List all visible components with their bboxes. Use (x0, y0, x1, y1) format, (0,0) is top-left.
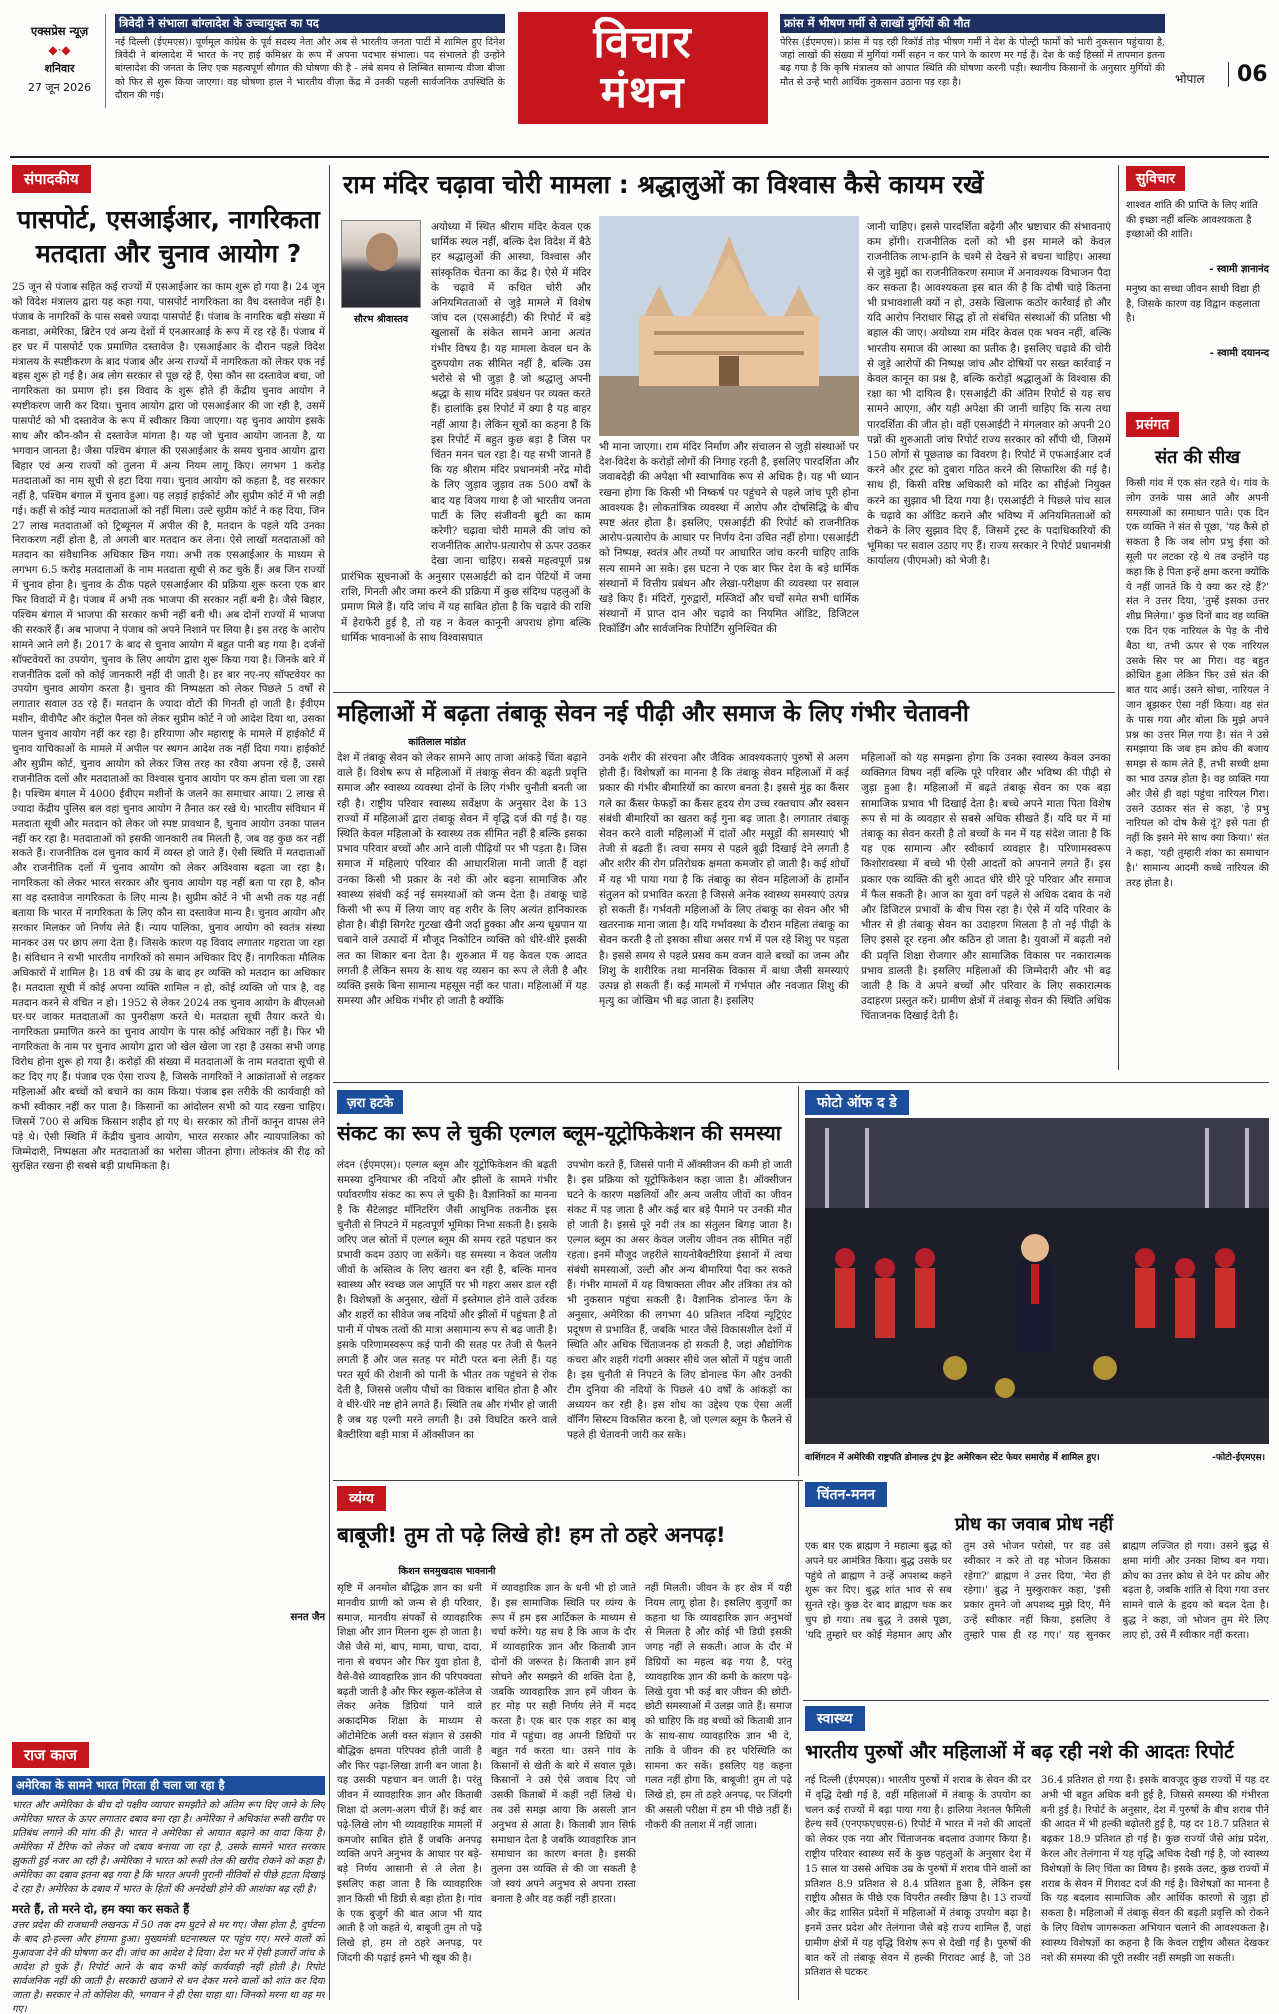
photo-caption: वाशिंगटन में अमेरिकी राष्ट्रपति डोनाल्ड ट्रंप ड्रेट अमेरिकन स्टेट फेयर समारोह में शामिल हुए। (805, 1453, 1100, 1463)
chintan-tag: चिंतन-मनन (805, 1482, 887, 1507)
suvichar-attribution1: - स्वामी ज्ञानानंद (1209, 264, 1269, 275)
tobacco-top-rule (333, 692, 1115, 693)
svasthya-headline: भारतीय पुरुषों और महिलाओं में बढ़ रही नशे की आदतः रिपोर्ट (805, 1741, 1234, 1763)
chintan-text: एक बार एक ब्राह्मण ने महात्मा बुद्ध को अपने घर आमंत्रित किया। बुद्ध उसके घर पहुंचे तो ब्राह्मण ने उन्हें अपशब्द कहने शुरू कर दिए। बुद्ध शांत भाव से सब सुनते रहे। कुछ देर बाद ब्राह्मण थक कर चुप हो गया। तब बुद्ध ने उससे पूछा, 'यदि तुम्हारे घर कोई मेहमान आए और तुम उसे भोजन परोसो, पर वह उसे स्वीकार न करे तो वह भोजन किसका रहेगा?' ब्राह्मण ने उत्तर दिया, 'मेरा ही रहेगा।' बुद्ध ने मुस्कुराकर कहा, 'इसी प्रकार तुमने जो अपशब्द मुझे दिए, मैंने उन्हें स्वीकार नहीं किया, इसलिए वे तुम्हारे पास ही रह गए।' यह सुनकर ब्राह्मण लज्जित हो गया। उसने बुद्ध से क्षमा मांगी और उनका शिष्य बन गया। क्रोध का उत्तर क्रोध से देने पर क्रोध और बढ़ता है, जबकि शांति से दिया गया उत्तर सामने वाले के हृदय को बदल देता है। बुद्ध ने कहा, जो भोजन तुम मेरे लिए लाए हो, उसे मैं स्वीकार नहीं करता। (805, 1541, 1269, 1641)
raj-kaaj-item2-title: मरते हैं, तो मरने दो, हम क्या कर सकते हैं (12, 1902, 190, 1916)
temple-illustration (599, 216, 859, 436)
chintan-title: प्रोध का जवाब प्रोध नहीं (955, 1514, 1114, 1535)
masthead (0, 0, 1279, 150)
algal-tag: ज़रा हटके (337, 1090, 403, 1114)
vyangya-author: किशन सनमुखदास भावनानी (398, 1566, 496, 1577)
tobacco-col2: उनके शरीर की संरचना और जैविक आवश्यकताएं पुरुषों से अलग होती हैं। विशेषज्ञों का मानना है कि तंबाकू सेवन महिलाओं में कई प्रकार की गंभीर बीमारियों का कारण बनता है। इससे मुंह का कैंसर गले का कैंसर फेफड़ों का कैंसर हृदय रोग उच्च रक्तचाप और स्वसन संबंधी बीमारियों का खतरा कई गुना बढ़ जाता है। लगातार तंबाकू सेवन करने वाली महिलाओं में दांतों और मसूड़ों की समस्याएं भी तेजी से बढ़ती हैं। त्वचा समय से पहले बूढ़ी दिखाई देने लगती है और शरीर की रोग प्रतिरोधक क्षमता कमजोर हो जाती है। कई शोधों में यह भी पाया गया है कि तंबाकू का सेवन महिलाओं के हार्मोन संतुलन को प्रभावित करता है जिससे अनेक स्वास्थ्य समस्याएं उत्पन्न हो सकती हैं। गर्भवती महिलाओं के लिए तंबाकू का सेवन और भी खतरनाक माना जाता है। यदि गर्भावस्था के दौरान महिला तंबाकू का सेवन करती है तो इसका सीधा असर गर्भ में पल रहे शिशु पर पड़ता है। इससे समय से पहले प्रसव कम वजन वाले बच्चों का जन्म और शिशु के शारीरिक तथा मानसिक विकास में बाधा जैसी समस्याएं उत्पन्न हो सकती हैं। कई मामलों में गर्भपात और नवजात शिशु की मृत्यु का जोखिम भी बढ़ जाता है। इसलिए (599, 752, 849, 1008)
paper-name: एक्सप्रेस न्यूज़ (30, 24, 89, 38)
editorial-headline: पासपोर्ट, एसआईआर, नागरिकता मतदाता और चुनाव आयोग ? (17, 205, 320, 268)
vyangya-col2: में व्यावहारिक ज्ञान के धनी भी हो जाते हैं। इस सामाजिक स्थिति पर व्यंग्य के रूप में हम इस आर्टिकल के माध्यम से चर्चा करेंगे। यह सच है कि आज के दौर में व्यावहारिक ज्ञान और किताबी ज्ञान दोनों की जरूरत है। किताबी ज्ञान हमें सोचने और समझने की शक्ति देता है, जबकि व्यावहारिक ज्ञान हमें जीवन के हर मोड़ पर सही निर्णय लेने में मदद करता है। एक बार एक शहर का बाबू गांव में पहुंचा। वह अपनी डिग्रियों पर बहुत गर्व करता था। उसने गांव के किसानों से खेती के बारे में सवाल पूछे। किसानों ने उसे ऐसे जवाब दिए जो उसकी किताबों में कहीं नहीं लिखे थे। तब उसे समझ आया कि असली ज्ञान अनुभव से आता है। किताबी ज्ञान सिर्फ समाधान देता है जबकि व्यावहारिक ज्ञान समाधान का कारण बनता है। इसकी तुलना उस व्यक्ति से की जा सकती है जो स्वयं अपने अनुभव से अपना रास्ता बनाता है और वह कहीं नहीं हारता। (491, 1583, 636, 1905)
editorial-author: सनत जैन (290, 1612, 325, 1623)
vyangya-top-rule (333, 1480, 803, 1481)
tobacco-article (337, 697, 1113, 1077)
suvichar-quote2: मनुष्य का सच्चा जीवन साथी विद्या ही है, जिसके कारण वह विद्वान कहलाता है। (1126, 284, 1261, 324)
event-photo (805, 1118, 1269, 1444)
raj-kaaj (12, 1742, 325, 2014)
algal-top-rule (333, 1082, 1269, 1083)
right-sidebar-rule (1118, 165, 1119, 1070)
left-column-rule (329, 165, 330, 2000)
vyangya-headline: बाबूजी! तुम तो पढ़े लिखे हो! हम तो ठहरे अनपढ़! (337, 1523, 726, 1547)
svasthya-col1: नई दिल्ली (ईएमएस)। भारतीय पुरुषों में शराब के सेवन की दर में वृद्धि देखी गई है, वहीं महिलाओं में तंबाकू के उपयोग का चलन कई राज्यों में बढ़ा पाया गया है। हालिया नेशनल फैमिली हेल्थ सर्वे (एनएफएचएस-6) रिपोर्ट में भारत में नशे की आदतों को लेकर एक नया और चिंताजनक बदलाव उजागर किया है। राष्ट्रीय परिवार स्वास्थ्य सर्वे के कुछ पहलुओं के अनुसार देश में 15 साल या उससे अधिक उम्र के पुरुषों में शराब पीने वालों का प्रतिशत 8.9 प्रतिशत से 8.4 प्रतिशत हुआ है, लेकिन इस राष्ट्रीय औसत के पीछे एक विपरीत तस्वीर छिपा है। 13 राज्यों और केंद्र शासित प्रदेशों में महिलाओं में तंबाकू उपयोग बढ़ा है। इनमें उत्तर प्रदेश और तेलंगाना जैसे बड़े राज्य शामिल हैं, जहां ग्रामीण क्षेत्रों में यह वृद्धि विशेष रूप से देखी गई है। पुरुषों की बात करें तो तंबाकू सेवन में हल्की गिरावट आई है, जो 38 प्रतिशत से घटकर (805, 1775, 1031, 1979)
svasthya-tag: स्वास्थ्य (805, 1706, 865, 1731)
algal-headline: संकट का रूप ले चुकी एल्गल ब्लूम-यूट्रोफिकेशन की समस्या (337, 1121, 782, 1145)
top-left-brief-text: नई दिल्ली (ईएमएस)। पूर्णमूल कांग्रेस के पूर्व सदस्य नेता और अब से भारतीय जनता पार्टी में शामिल हुए दिनेश त्रिवेदी ने बांग्लादेश में भारत के नए हाई कमिश्नर के रूप में अपना पदभार संभाला। पद संभालते ही उन्होंने बांग्लादेश की जनता के लिए एक महत्वपूर्ण सौगात की घोषणा की है - लंबे समय से लिम्बित सामान्य वीजा बीजा को फिर से शुरू किया जाएगा। वह घोषणा हाल ने भारतीय वीज़ा केंद्र में उनकी पहली सार्वजनिक उपस्थिति के दौरान की गई। (115, 37, 505, 101)
section-logo-line1: विचार (593, 17, 693, 68)
prasang (1126, 412, 1269, 1067)
prasang-text: किसी गांव में एक संत रहते थे। गांव के लोग उनके पास आते और अपनी समस्याओं का समाधान पाते। एक दिन एक व्यक्ति ने संत से पूछा, 'यह कैसे हो सकता है कि जब लोग प्रभु ईसा को सूली पर लटका रहे थे तब उन्होंने यह कहा कि हे पिता इन्हें क्षमा करना क्योंकि ये नहीं जानते कि ये क्या कर रहे हैं?' संत ने उत्तर दिया, 'तुम्हें इसका उत्तर शीघ्र मिलेगा।' कुछ दिनों बाद वह व्यक्ति एक दिन एक नारियल के पेड़ के नीचे बैठा था, तभी ऊपर से एक नारियल उसके सिर पर आ गिरा। वह बहुत क्रोधित हुआ लेकिन फिर उसे संत की बात याद आई। उसने सोचा, नारियल ने जान बूझकर ऐसा नहीं किया। वह संत के पास गया और बोला कि मुझे अपने प्रश्न का उत्तर मिल गया है। संत ने उसे समझाया कि जब हम क्रोध की बजाय समझ से काम लेते हैं, तभी सच्ची क्षमा का भाव उत्पन्न होता है। वह व्यक्ति गया और जैसे ही वहां पहुंचा नारियल गिरा। उसने उठाकर संत से कहा, 'हे प्रभु नारियल को दोष कैसे दूं? इसे पता ही नहीं कि इसने मेरे साथ क्या किया।' संत ने कहा, 'यही तुम्हारी शंका का समाधान है।' सामान्य आदमी कच्चे नारियल की तरह होता है। (1126, 478, 1269, 889)
issue-date: 27 जून 2026 (27, 81, 92, 94)
lead-col1-top: अयोध्या में स्थित श्रीराम मंदिर केवल एक धार्मिक स्थल नहीं, बल्कि देश विदेश में बैठे हर श्रद्धालुओं की आस्था, विश्वास और सांस्कृतिक चेतना का केंद्र है। ऐसे में मंदिर के चढ़ावे में कथित चोरी और अनियमितताओं से जुड़े मामले में विशेष जांच दल (एसआईटी) की रिपोर्ट में बड़े खुलासों के संकेत सामने आना अत्यंत गंभीर विषय है। यह मामला केवल धन के दुरुपयोग तक सीमित नहीं है, बल्कि उस भरोसे से भी जुड़ा है जो श्रद्धालु अपनी श्रद्धा के साथ मंदिर प्रबंधन पर व्यक्त करते हैं। हालांकि इस रिपोर्ट में क्या है यह बाहर नहीं आया है। लेकिन सूत्रों का कहना है कि इस रिपोर्ट में बहुत कुछ बड़ा है जिस पर चिंतन मनन चल रहा है। यह सभी जानते हैं कि यह श्रीराम मंदिर प्रधानमंत्री नरेंद्र मोदी के लिए जुड़ाव जुड़ाव तक 500 वर्षों के बाद यह विजय गाथा है जो भारतीय जनता पार्टी के लिए संजीवनी बूटी का काम करेगी? चढ़ावा चोरी मामले की जांच को राजनीतिक आरोप-प्रत्यारोप से ऊपर उठकर देखा जाना चाहिए। सबसे महत्वपूर्ण प्रश्न (431, 221, 591, 568)
ornament: ◆·◆ (48, 43, 71, 57)
vyangya-col3: नहीं मिलती। जीवन के हर क्षेत्र में यही नियम लागू होता है। इसलिए बुजुर्गों का कहना था कि व्यावहारिक ज्ञान अनुभवों से मिलता है और कोई भी डिग्री इसकी जगह नहीं ले सकती। आज के दौर में डिग्रियों का महत्व बढ़ गया है, परंतु व्यावहारिक ज्ञान की कमी के कारण पढ़े-लिखे युवा भी कई बार जीवन की छोटी-छोटी समस्याओं में उलझ जाते हैं। समाज को चाहिए कि वह बच्चों को किताबी ज्ञान के साथ-साथ व्यावहारिक ज्ञान भी दे, ताकि वे जीवन की हर परिस्थिति का सामना कर सकें। इसलिए यह कहना गलत नहीं होगा कि, बाबूजी! तुम तो पढ़े लिखे हो, हम तो ठहरे अनपढ़, पर जिंदगी की असली परीक्षा में हम भी पीछे नहीं हैं। नौकरी की तलाश में नहीं जाता। (645, 1583, 792, 1831)
top-right-brief-title: फ्रांस में भीषण गर्मी से लाखों मुर्गियों की मौत (780, 14, 1165, 33)
city-name: भोपाल (1175, 72, 1205, 86)
chintan-manan (805, 1482, 1269, 1697)
prasang-tag: प्रसंगत (1126, 412, 1179, 437)
vyangya-col1: सृष्टि में अनमोल बौद्धिक ज्ञान का धनी मानवीय प्राणी को जन्म से ही परिवार, समाज, मानवीय संपर्कों से व्यावहारिक शिक्षा और ज्ञान मिलना शुरू हो जाता है। जैसे जैसे मां, बाप, मामा, चाचा, दादा, नाना से बचपन और फिर युवा होता है, वैसे-वैसे व्यावहारिक ज्ञान की परिपक्वता बढ़ती जाती है और फिर स्कूल-कॉलेज से लेकर अनेक डिग्रियां पाने वाले अकादमिक शिक्षा के माध्यम से ऑटोमेटिक अली वस्त संज्ञान से उसकी बौद्धिक क्षमता परिपक्व होती जाती है और फिर पढ़ा-लिखा ज्ञानी बन जाता है। यह उसकी पहचान बन जाती है। परंतु जीवन में व्यावहारिक ज्ञान और किताबी शिक्षा दो अलग-अलग चीजें हैं। कई बार पढ़े-लिखे लोग भी व्यावहारिक मामलों में कमजोर साबित होते हैं जबकि अनपढ़ व्यक्ति अपने अनुभव के आधार पर बड़े-बड़े निर्णय आसानी से ले लेता है। इसलिए कहा जाता है कि व्यावहारिक ज्ञान किसी भी डिग्री से बड़ा होता है। गांव के एक बुजुर्ग की बात आज भी याद आती है जो कहते थे, बाबूजी तुम तो पढ़े लिखे हो, हम तो ठहरे अनपढ़, पर जिंदगी की पढ़ाई हमने भी खूब की है। (337, 1583, 482, 1964)
lead-col3: जानी चाहिए। इससे पारदर्शिता बढ़ेगी और भ्रष्टाचार की संभावनाएं कम होंगी। राजनीतिक दलों को भी इस मामले को केवल राजनीतिक लाभ-हानि के चश्मे से देखने से बचना चाहिए। आस्था से जुड़े मुद्दों का राजनीतिकरण समाज में अनावश्यक विभाजन पैदा कर सकता है। आवश्यकता इस बात की है कि दोषी चाहे कितना भी प्रभावशाली क्यों न हो, उसके खिलाफ कठोर कार्रवाई हो और यदि आरोप निराधार सिद्ध हों तो संबंधित संस्थाओं की प्रतिष्ठा भी बहाल की जाए। अयोध्या राम मंदिर केवल एक भवन नहीं, बल्कि भारतीय समाज की आस्था का प्रतीक है। इसलिए चढ़ावे की चोरी से जुड़े आरोपों की निष्पक्ष जांच और दोषियों पर सख्त कार्रवाई न केवल कानून का प्रश्न है, बल्कि करोड़ों श्रद्धालुओं के विश्वास की रक्षा का भी दायित्व है। एसआईटी की अंतिम रिपोर्ट से यह सच सामने आएगा, और यही अपेक्षा की जानी चाहिए कि सत्य तथा पारदर्शिता की जीत हो। वहीं एसआईटी ने मंगलवार को अपनी 20 पन्नों की शुरुआती जांच रिपोर्ट राज्य सरकार को सौंपी थी, जिसमें 150 लोगों से पूछताछ का विवरण है। रिपोर्ट में एफआईआर दर्ज करने और ट्रस्ट को दुबारा गठित करने की सिफारिश की गई है। साथ ही, किसी वरिष्ठ अधिकारी को मंदिर का सीईओ नियुक्त करने का सुझाव भी दिया गया है। एसआईटी ने पिछले पांच साल के चढ़ावे का ऑडिट कराने और भविष्य में अनियमितताओं को रोकने के लिए सुझाव दिए हैं, जिसमें ट्रस्ट के पदाधिकारियों की भूमिका पर सवाल उठाए गए हैं। राज्य सरकार ने रिपोर्ट प्रधानमंत्री कार्यालय (पीएमओ) को भेजी है। (867, 221, 1111, 568)
stage-illustration (805, 1118, 1269, 1444)
vyangya-tag: व्यंग्य (337, 1486, 386, 1511)
lead-article (337, 166, 1113, 688)
author-photo (341, 220, 421, 308)
vyangya-article (337, 1486, 792, 2000)
section-logo (518, 12, 768, 124)
editorial (12, 165, 325, 1735)
suvichar-quote1: शाश्वत शांति की प्राप्ति के लिए शांति की इच्छा नहीं बल्कि आवश्यकता है इच्छाओं की शांति। (1126, 200, 1258, 240)
weekday: शनिवार (44, 62, 75, 75)
lead-author: सौरभ श्रीवास्तव (353, 314, 409, 325)
suvichar-tag: सुविचार (1126, 166, 1185, 191)
ram-mandir-photo (599, 216, 859, 436)
svasthya-col2: 36.4 प्रतिशत हो गया है। इसके बावजूद कुछ राज्यों में यह दर अभी भी बहुत अधिक बनी हुई है, जिससे समस्या की गंभीरता बनी हुई है। रिपोर्ट के अनुसार, देश में पुरुषों के बीच शराब पीने की आदत में भी हल्की बढ़ोतरी हुई है, यह दर 18.7 प्रतिशत से बढ़कर 18.9 प्रतिशत हो गई है। कुछ राज्यों जैसे आंध्र प्रदेश, केरल और तेलंगाना में यह वृद्धि अधिक देखी गई है, जो स्वास्थ्य विशेषज्ञों के लिए चिंता का विषय है। इसके उलट, कुछ राज्यों में शराब के सेवन में गिरावट दर्ज की गई है। विशेषज्ञों का मानना है कि यह बदलाव सामाजिक और आर्थिक कारणों से जुड़ा हो सकता है। महिलाओं में तंबाकू सेवन की बढ़ती प्रवृत्ति को रोकने के लिए विशेष जागरूकता अभियान चलाने की आवश्यकता है। स्वास्थ्य विशेषज्ञों का कहना है कि केवल राष्ट्रीय औसत देखकर नशे की समस्या की पूरी तस्वीर नहीं समझी जा सकती। (1041, 1775, 1269, 1964)
photo-of-day (805, 1090, 1269, 1475)
raj-kaaj-item1-title: अमेरिका के सामने भारत गिरता ही चला जा रहा है (12, 1776, 325, 1795)
editorial-body: 25 जून से पंजाब सहित कई राज्यों में एसआईआर का काम शुरू हो गया है। 24 जून को विदेश मंत्रालय द्वारा यह कहा गया, पासपोर्ट नागरिकता का वैध दस्तावेज नहीं है। पंजाब के नागरिकों के पास सबसे ज्यादा पासपोर्ट हैं। पंजाब के नागरिक बड़ी संख्या में कनाडा, अमेरिका, ब्रिटेन एवं अन्य देशों में एनआरआई के रूप में रह रहे हैं। पंजाब में हर घर में पासपोर्ट एक प्रमाणित दस्तावेज है। एसआईआर के दौरान पहले विदेश मंत्रालय के स्पष्टीकरण के बाद पंजाब और अन्य राज्यों में नागरिकता को लेकर एक नई बहस शुरू हो गई है। अब लोग सरकार से पूछ रहे हैं, ऐसा कौन सा दस्तावेज बचा, जो नागरिकता का प्रमाण हो। इस विवाद के शुरू होते ही केंद्रीय चुनाव आयोग ने स्पष्टीकरण जारी कर दिया। चुनाव आयोग द्वारा जो एसआईआर की जा रही है, उसमें पासपोर्ट को भी दस्तावेज के रूप में स्वीकार किया जाएगा। यह चुनाव आयोग इसके साथ और कौन-कौन से दस्तावेज मांगता है। यह जो चुनाव आयोग जानता है, या भगवान जानता है। जैसा पश्चिम बंगाल की एसआईआर के समय चुनाव आयोग द्वारा बिहार एवं अन्य राज्यों को तुलना में अन्य नियम लागू किए। लगभग 1 करोड़ मतदाताओं का नाम सूची से हटा दिया गया। चुनाव आयोग को कहता है, वह सरकार नहीं है, पश्चिम बंगाल में चुनाव हुआ। यह लड़ाई हाईकोर्ट और सुप्रीम कोर्ट में भी लड़ी गई। कहीं से कोई न्याय मतदाताओं को नहीं मिला। उल्टे सुप्रीम कोर्ट ने कह दिया, जिन 27 लाख मतदाताओं को ट्रिब्यूनल में अपील की है, मतदान के पहले यदि उनका निराकरण नहीं होता है, तो अगली बार मतदान कर लेना। ऐसे लाखों मतदाताओं को मतदान का संवैधानिक अधिकार छिन गया। अभी तक एसआईआर के माध्यम से लगभग 6.5 करोड़ मतदाताओं के नाम मतदाता सूची से कट चुके हैं। अब जिन राज्यों में चुनाव होना है। चुनाव के ठीक पहले एसआईआर की प्रक्रिया शुरू करना एक बार फिर विवादों में है। पंजाब में अभी तक भाजपा की सरकार नहीं बनी है। जैसे बिहार, पश्चिम बंगाल में भाजपा की सरकार कभी नहीं बनी थी। अब दोनों राज्यों में भाजपा की सरकारें हैं। अब भाजपा ने पंजाब को अपने निशाने पर लिया है। इस तरह के आरोप सामने आने लगे हैं। 2017 के बाद से चुनाव आयोग में बहुत पानी बह गया है। दर्जनों सॉफ्टवेयरों का उपयोग, चुनाव के लिए आयोग द्वारा शुरू किया गया है। जिनके बारे में राजनीतिक दलों को कोई जानकारी नहीं दी जाती है। हर बार नए-नए सॉफ्टवेयर का उपयोग चुनाव आयोग करता है। चुनाव की निष्पक्षता को लेकर पिछले 5 वर्षों से लगातार सवाल उठ रहे हैं। मतदान के ज्यादा वोटों की गिनती हो जाती है। ईवीएम मशीन, वीवीपैट और कंट्रोल पैनल को लेकर सुप्रीम कोर्ट ने जो आदेश दिया था, उसका पालन चुनाव आयोग नहीं कर रहा है। हरियाणा और महाराष्ट्र के मामले में हाईकोर्ट में चुनाव याचिकाओं के मामले में अपील पर स्थगन आदेश तक नहीं दिया गया। हाईकोर्ट और सुप्रीम कोर्ट, चुनाव आयोग को लेकर जिस तरह का रवैया अपना रहे हैं, उससे राजनीतिक दलों और मतदाताओं का विश्वास चुनाव आयोग पर कम होता चला जा रहा है। पश्चिम बंगाल में 4000 ईवीएम मशीनों के जलने का समाचार आया। 2 लाख से ज्यादा केंद्रीय पुलिस बल वहां चुनाव आयोग ने तैनात कर रखे थे। भारतीय संविधान में मतदाता सूची और मतदान को लेकर जो स्पष्ट प्रावधान है, चुनाव आयोग उनका पालन नहीं कर रहा है। मतदाताओं को इसकी जानकारी तब मिलती है, जब वह कुछ कर नहीं सकते हैं। राजनीतिक दल चुनाव कार्य में व्यस्त हो जाते हैं। ऐसी स्थिति में मतदाताओं और राजनीतिक दलों में चुनाव आयोग को लेकर अविश्वास बढ़ता जा रहा है। नागरिकता को लेकर भारत सरकार और चुनाव आयोग यह नहीं बता पा रहा है, कौन सा वह दस्तावेज नागरिकता के लिए मान्य है। सुप्रीम कोर्ट ने भी अभी तक यह नहीं बताया कि भारत में नागरिकता के लिए कौन सा दस्तावेज मान्य है। चुनाव आयोग और सरकार मिलकर जो निर्णय लेते हैं। न्याय पालिका, चुनाव आयोग को स्वतंत्र संस्था मानकर उस पर छाप लगा देता है। जिसके कारण यह विवाद लगातार गहराता जा रहा है। संविधान ने सभी भारतीय नागरिकों को समान अधिकार दिए हैं। नागरिकता मौलिक अधिकारों में शामिल है। 18 वर्ष की उम्र के बाद हर व्यक्ति को मतदान का अधिकार है। मतदाता सूची में कोई अपना व्यक्ति शामिल न हो, कोई व्यक्ति जो पात्र है, वह मतदान करने से वंचित न हो। 1952 से लेकर 2024 तक चुनाव आयोग के बीएलओ घर-घर जाकर मतदाताओं का पुनरीक्षण करते थे। मतदाता सूची तैयार करते थे। नागरिकता प्रमाणित करने का चुनाव आयोग के पास कोई अधिकार नहीं है। फिर भी नागरिकता के नाम पर चुनाव आयोग द्वारा जो खेल खेला जा रहा है उसका सभी जगह विरोध होना शुरू हो गया है। करोड़ों की संख्या में मतदाताओं के नाम मतदाता सूची से कट दिए गए हैं। पंजाब एक ऐसा राज्य है, जिसके नागरिकों ने आक्रांताओं से लड़कर महिलाओं और बच्चों को बचाने का काम किया। पंजाब इस तरीके की कार्यवाही को कभी स्वीकार नहीं कर पाता है। किसानों का आंदोलन सभी को याद रखना चाहिए। जिसमें 700 से अधिक किसान शहीद हो गए थे। सरकार को तीनों कानून वापस लेने पड़े थे। ऐसी स्थिति में केंद्रीय चुनाव आयोग, भारत सरकार और न्यायपालिका को जिम्मेदारी, निष्पक्षता और मतदाताओं का भरोसा जीतना होगा। लोकतंत्र की रीढ़ को सुरक्षित रखना ही सबसे बड़ी प्राथमिकता है। (12, 282, 325, 1173)
page-number: 06 (1228, 62, 1268, 87)
tobacco-col1: देश में तंबाकू सेवन को लेकर सामने आए ताजा आंकड़े चिंता बढ़ाने वाले हैं। विशेष रूप से महिलाओं में तंबाकू सेवन की बढ़ती प्रवृत्ति समाज और स्वास्थ्य व्यवस्था दोनों के लिए गंभीर चुनौती बनती जा रही है। राष्ट्रीय परिवार स्वास्थ्य सर्वेक्षण के अनुसार देश के 13 राज्यों में महिलाओं द्वारा तंबाकू सेवन में वृद्धि दर्ज की गई है। यह स्थिति केवल महिलाओं के स्वास्थ्य तक सीमित नहीं है बल्कि इसका प्रभाव परिवार बच्चों और आने वाली पीढ़ियों पर भी पड़ता है। जिस समाज में महिलाएं परिवार की आधारशिला मानी जाती हैं वहां उनका किसी भी प्रकार के नशे की ओर बढ़ना सामाजिक और स्वास्थ्य संबंधी कई नई समस्याओं को जन्म देता है। तंबाकू चाहे किसी भी रूप में लिया जाए वह शरीर के लिए अत्यंत हानिकारक होता है। बीड़ी सिगरेट गुटखा खैनी जर्दा हुक्का और अन्य धूम्रपान या चबाने वाले उत्पादों में मौजूद निकोटिन व्यक्ति को धीरे-धीरे इसकी लत का शिकार बना देता है। शुरुआत में यह केवल एक आदत लगती है लेकिन समय के साथ यह व्यसन का रूप ले लेती है और व्यक्ति इसके बिना सामान्य महसूस नहीं कर पाता। महिलाओं में यह समस्या और अधिक गंभीर हो जाती है क्योंकि (337, 752, 587, 1008)
lead-headline: राम मंदिर चढ़ावा चोरी मामला : श्रद्धालुओं का विश्वास कैसे कायम रखें (343, 170, 984, 199)
photo-rule (798, 1086, 799, 1476)
top-right-brief (780, 14, 1165, 120)
suvichar-attribution2: - स्वामी दयानन्द (1209, 348, 1269, 359)
tobacco-headline: महिलाओं में बढ़ता तंबाकू सेवन नई पीढ़ी और समाज के लिए गंभीर चेतावनी (337, 701, 969, 727)
vyangya-right-rule (798, 1480, 799, 2000)
section-logo-line2: मंथन (600, 67, 686, 118)
raj-kaaj-item2-text: उत्तर प्रदेश की राजधानी लखनऊ में 50 तक दम घुटने से मर गए। जैसा होता है, दुर्घटना के बाद हो-हल्ला और हंगामा हुआ। मुख्यमंत्री घटनास्थल पर पहुंच गए। मरने वालों को मुआवजा देने की घोषणा कर दी। जांच का आदेश दे दिया। देश भर में ऐसी हजारों जांच के आदेश हो चुके हैं। रिपोर्ट आने के बाद कभी कोई कार्यवाही नहीं होती है। रिपोर्ट सार्वजनिक नहीं की जाती है। सरकारी खजाने से धन देकर मरने वालों को शांत कर दिया जाता है। सरकार ने तो कोशिश की, भगवान ने ही ऐसा चाहा था। जिनको मरना था वह मर गए। (12, 1920, 325, 2014)
top-left-brief-title: त्रिवेदी ने संभाला बांग्लादेश के उच्चायुक्त का पद (115, 14, 505, 33)
tobacco-col3: महिलाओं को यह समझना होगा कि उनका स्वास्थ्य केवल उनका व्यक्तिगत विषय नहीं बल्कि पूरे परिवार और भविष्य की पीढ़ी से जुड़ा हुआ है। महिलाओं में बढ़ते तंबाकू सेवन का एक बड़ा सामाजिक प्रभाव भी दिखाई देता है। बच्चे अपने माता पिता विशेष रूप से मां के व्यवहार से सबसे अधिक सीखते हैं। यदि घर में मां तंबाकू का सेवन करती है तो बच्चों के मन में यह संदेश जाता है कि यह एक सामान्य और स्वीकार्य व्यवहार है। परिणामस्वरूप किशोरावस्था में बच्चे भी ऐसी आदतों को अपनाने लगते हैं। इस प्रकार एक व्यक्ति की बुरी आदत धीरे धीरे पूरे परिवार और समाज में फैल सकती है। आज का युवा वर्ग पहले से अधिक दबाव के नशे और डिजिटल प्रभावों के बीच पिस रहा है। ऐसे में यदि परिवार के भीतर से ही तंबाकू सेवन का उदाहरण मिलता है तो नई पीढ़ी के लिए इससे दूर रहना और कठिन हो जाता है। युवाओं में बढ़ती नशे की प्रवृत्ति शिक्षा रोजगार और सामाजिक विकास पर नकारात्मक प्रभाव डालती है। इसलिए महिलाओं की जिम्मेदारी और भी बढ़ जाती है कि वे अपने बच्चों और परिवार के लिए सकारात्मक उदाहरण प्रस्तुत करें। ग्रामीण क्षेत्रों में तंबाकू सेवन की स्थिति अधिक चिंताजनक दिखाई देती है। (861, 752, 1111, 1023)
raj-kaaj-tag: राज काज (12, 1742, 89, 1768)
photo-credit: -फोटो-ईएमएस। (1212, 1453, 1265, 1463)
algal-article (337, 1090, 792, 1475)
masthead-date-box (14, 14, 106, 108)
tobacco-author: कांतिलाल मांडोत (408, 737, 466, 748)
svasthya-article (805, 1706, 1269, 2000)
svasthya-top-rule (803, 1700, 1269, 1701)
algal-col1: लंदन (ईएमएस)। एल्गल ब्लूम और यूट्रोफिकेशन की बढ़ती समस्या दुनियाभर की नदियों और झीलों के सामने गंभीर पर्यावरणीय संकट का रूप ले चुकी है। वैज्ञानिकों का मानना है कि सैटेलाइट मॉनिटरिंग जैसी आधुनिक तकनीक इस चुनौती से निपटने में महत्वपूर्ण भूमिका निभा सकती है। इसके जरिए जल स्रोतों में एल्गल ब्लूम की समय रहते पहचान कर प्रभावी कदम उठाए जा सकेंगे। यह समस्या न केवल जलीय जीवों के अस्तित्व के लिए खतरा बन रही है, बल्कि मानव स्वास्थ्य और स्वच्छ जल आपूर्ति पर भी गहरा असर डाल रही है। विशेषज्ञों के अनुसार, खेतों में इस्तेमाल होने वाले उर्वरक और शहरों का सीवेज जब नदियों और झीलों में पहुंचता है तो पानी में पोषक तत्वों की मात्रा असामान्य रूप से बढ़ जाती है। इसके परिणामस्वरूप कई पानी की सतह पर तेजी से फैलने लगती हैं और जल सतह पर मोटी परत बना लेती हैं। यह परत सूर्य की रोशनी को पानी के भीतर तक पहुंचने से रोक देती है, जिससे जलीय पौधों का विकास बाधित होता है और वे धीरे-धीरे नष्ट होने लगते हैं। स्थिति तब और गंभीर हो जाती है जब यह एल्गी मरने लगती है। उसे विघटित करने वाले बैक्टीरिया बड़ी मात्रा में ऑक्सीजन का (337, 1160, 557, 1441)
photo-of-day-tag: फोटो ऑफ द डे (805, 1090, 909, 1115)
top-left-brief (115, 14, 505, 120)
prasang-title: संत की सीख (1154, 447, 1240, 468)
suvichar (1126, 166, 1269, 416)
lead-col1-continued: प्रारंभिक सूचनाओं के अनुसार एसआईटी को दान पेटियों में जमा राशि, गिनती और जमा करने की प्रक्रिया में कुछ संदिग्ध पहलुओं के प्रमाण मिले हैं। यदि जांच में यह साबित होता है कि चढ़ावे की राशि में हेराफेरी हुई है, तो यह न केवल कानूनी अपराध होगा बल्कि धार्मिक भावनाओं के साथ विश्वासघात (341, 571, 591, 644)
top-right-brief-text: पेरिस (ईएमएस)। फ्रांस में पड़ रही रिकॉर्ड तोड़ भीषण गर्मी ने देश के पोल्ट्री फार्मों को भारी नुकसान पहुंचाया है, जहां लाखों की संख्या में मुर्गियां गर्मी सहन न कर पाने के कारण मर गई हैं। देश के कई हिस्सों में तापमान इतना बढ़ गया है कि कृषि मंत्रालय को आपात स्थिति की घोषणा करनी पड़ी। स्थानीय किसानों के अनुसार मुर्गियों की मौत से उन्हें भारी आर्थिक नुकसान उठाना पड़ रहा है। (780, 37, 1165, 88)
algal-col2: उपभोग करते हैं, जिससे पानी में ऑक्सीजन की कमी हो जाती है। इस प्रक्रिया को यूट्रोफिकेशन कहा जाता है। ऑक्सीजन घटने के कारण मछलियों और अन्य जलीय जीवों का जीवन संकट में पड़ जाता है और कई बार बड़े पैमाने पर उनकी मौत हो जाती है। इससे पूरे नदी तंत्र का संतुलन बिगड़ जाता है। एल्गल ब्लूम का असर केवल जलीय जीवन तक सीमित नहीं रहता। इनमें मौजूद जहरीले सायनोबैक्टीरिया इंसानों में त्वचा संबंधी समस्याओं, उल्टी और अन्य बीमारियां पैदा कर सकते हैं। गंभीर मामलों में यह विषाक्तता लीवर और तंत्रिका तंत्र को भी नुकसान पहुंचा सकती है। वैज्ञानिक डोनाल्ड फेंग के अनुसार, अमेरिका की लगभग 40 प्रतिशत नदियां न्यूट्रिएंट प्रदूषण से प्रभावित हैं, जबकि भारत जैसे विकासशील देशों में स्थिति और अधिक चिंताजनक हो सकती है, जहां औद्योगिक कचरा और शहरी गंदगी अक्सर सीधे जल स्रोतों में पहुंच जाती है। इस चुनौती से निपटने के लिए डोनाल्ड फेंग और उनकी टीम दुनिया की नदियों के पिछले 40 वर्षों के आंकड़ों का अध्ययन कर रही है। इस शोध का उद्देश्य एक ऐसा अर्ली वॉर्निंग सिस्टम विकसित करना है, जो एल्गल ब्लूम के फैलने से पहले ही चेतावनी जारी कर सके। (567, 1160, 792, 1441)
raj-kaaj-item1-text: भारत और अमेरिका के बीच दो पक्षीय व्यापार समझौते को अंतिम रूप दिए जाने के लिए अमेरिका भारत के ऊपर लगातार दबाव बना रहा है। अमेरिका ने अधिकांश रूसी खरीद पर प्रतिबंध लगाने की मांग की है। भारत ने अमेरिका से आयात बढ़ाने का वादा किया है। अमेरिका में टैरिफ को लेकर जो दबाव बनाया जा रहा है, उसके सामने भारत सरकार झुकती हुई नजर आ रही है। अमेरिका ने भारत को रूसी तेल की खरीद रोकने को कहा है। अमेरिका का दबाव इतना बढ़ गया है कि भारत अपनी पुरानी नीतियों से पीछे हटता दिखाई दे रहा है। अमेरिका के दबाव में भारत के हितों की अनदेखी होने की आशंका बढ़ रही है। (12, 1800, 325, 1895)
masthead-rule (10, 156, 1269, 158)
editorial-tag: संपादकीय (12, 165, 91, 193)
lead-col2: भी माना जाएगा। राम मंदिर निर्माण और संचालन से जुड़ी संस्थाओं पर देश-विदेश के करोड़ों लोगों की निगाह रहती है, इसलिए पारदर्शिता और जवाबदेही की अपेक्षा भी स्वाभाविक रूप से अधिक है। यह भी ध्यान रखना होगा कि किसी भी निष्कर्ष पर पहुंचने से पहले जांच पूरी होना आवश्यक है। लोकतांत्रिक व्यवस्था में आरोप और दोषसिद्धि के बीच स्पष्ट अंतर होता है। इसलिए, एसआईटी की रिपोर्ट को राजनीतिक आरोप-प्रत्यारोप के आधार पर निर्णय देना उचित नहीं होगा। एसआईटी को निष्पक्ष, स्वतंत्र और तथ्यों पर आधारित जांच करनी चाहिए ताकि सत्य सामने आ सके। इस घटना ने एक बार फिर देश के बड़े धार्मिक संस्थानों में वित्तीय प्रबंधन और लेखा-परीक्षण की व्यवस्था पर सवाल खड़े किए हैं। मंदिरों, गुरुद्वारों, मस्जिदों और चर्चों समेत सभी धार्मिक संस्थानों में प्राप्त दान और चढ़ावे का नियमित ऑडिट, डिजिटल रिकॉर्डिंग और सार्वजनिक रिपोर्टिंग सुनिश्चित की (599, 441, 859, 636)
author-face (366, 233, 398, 271)
